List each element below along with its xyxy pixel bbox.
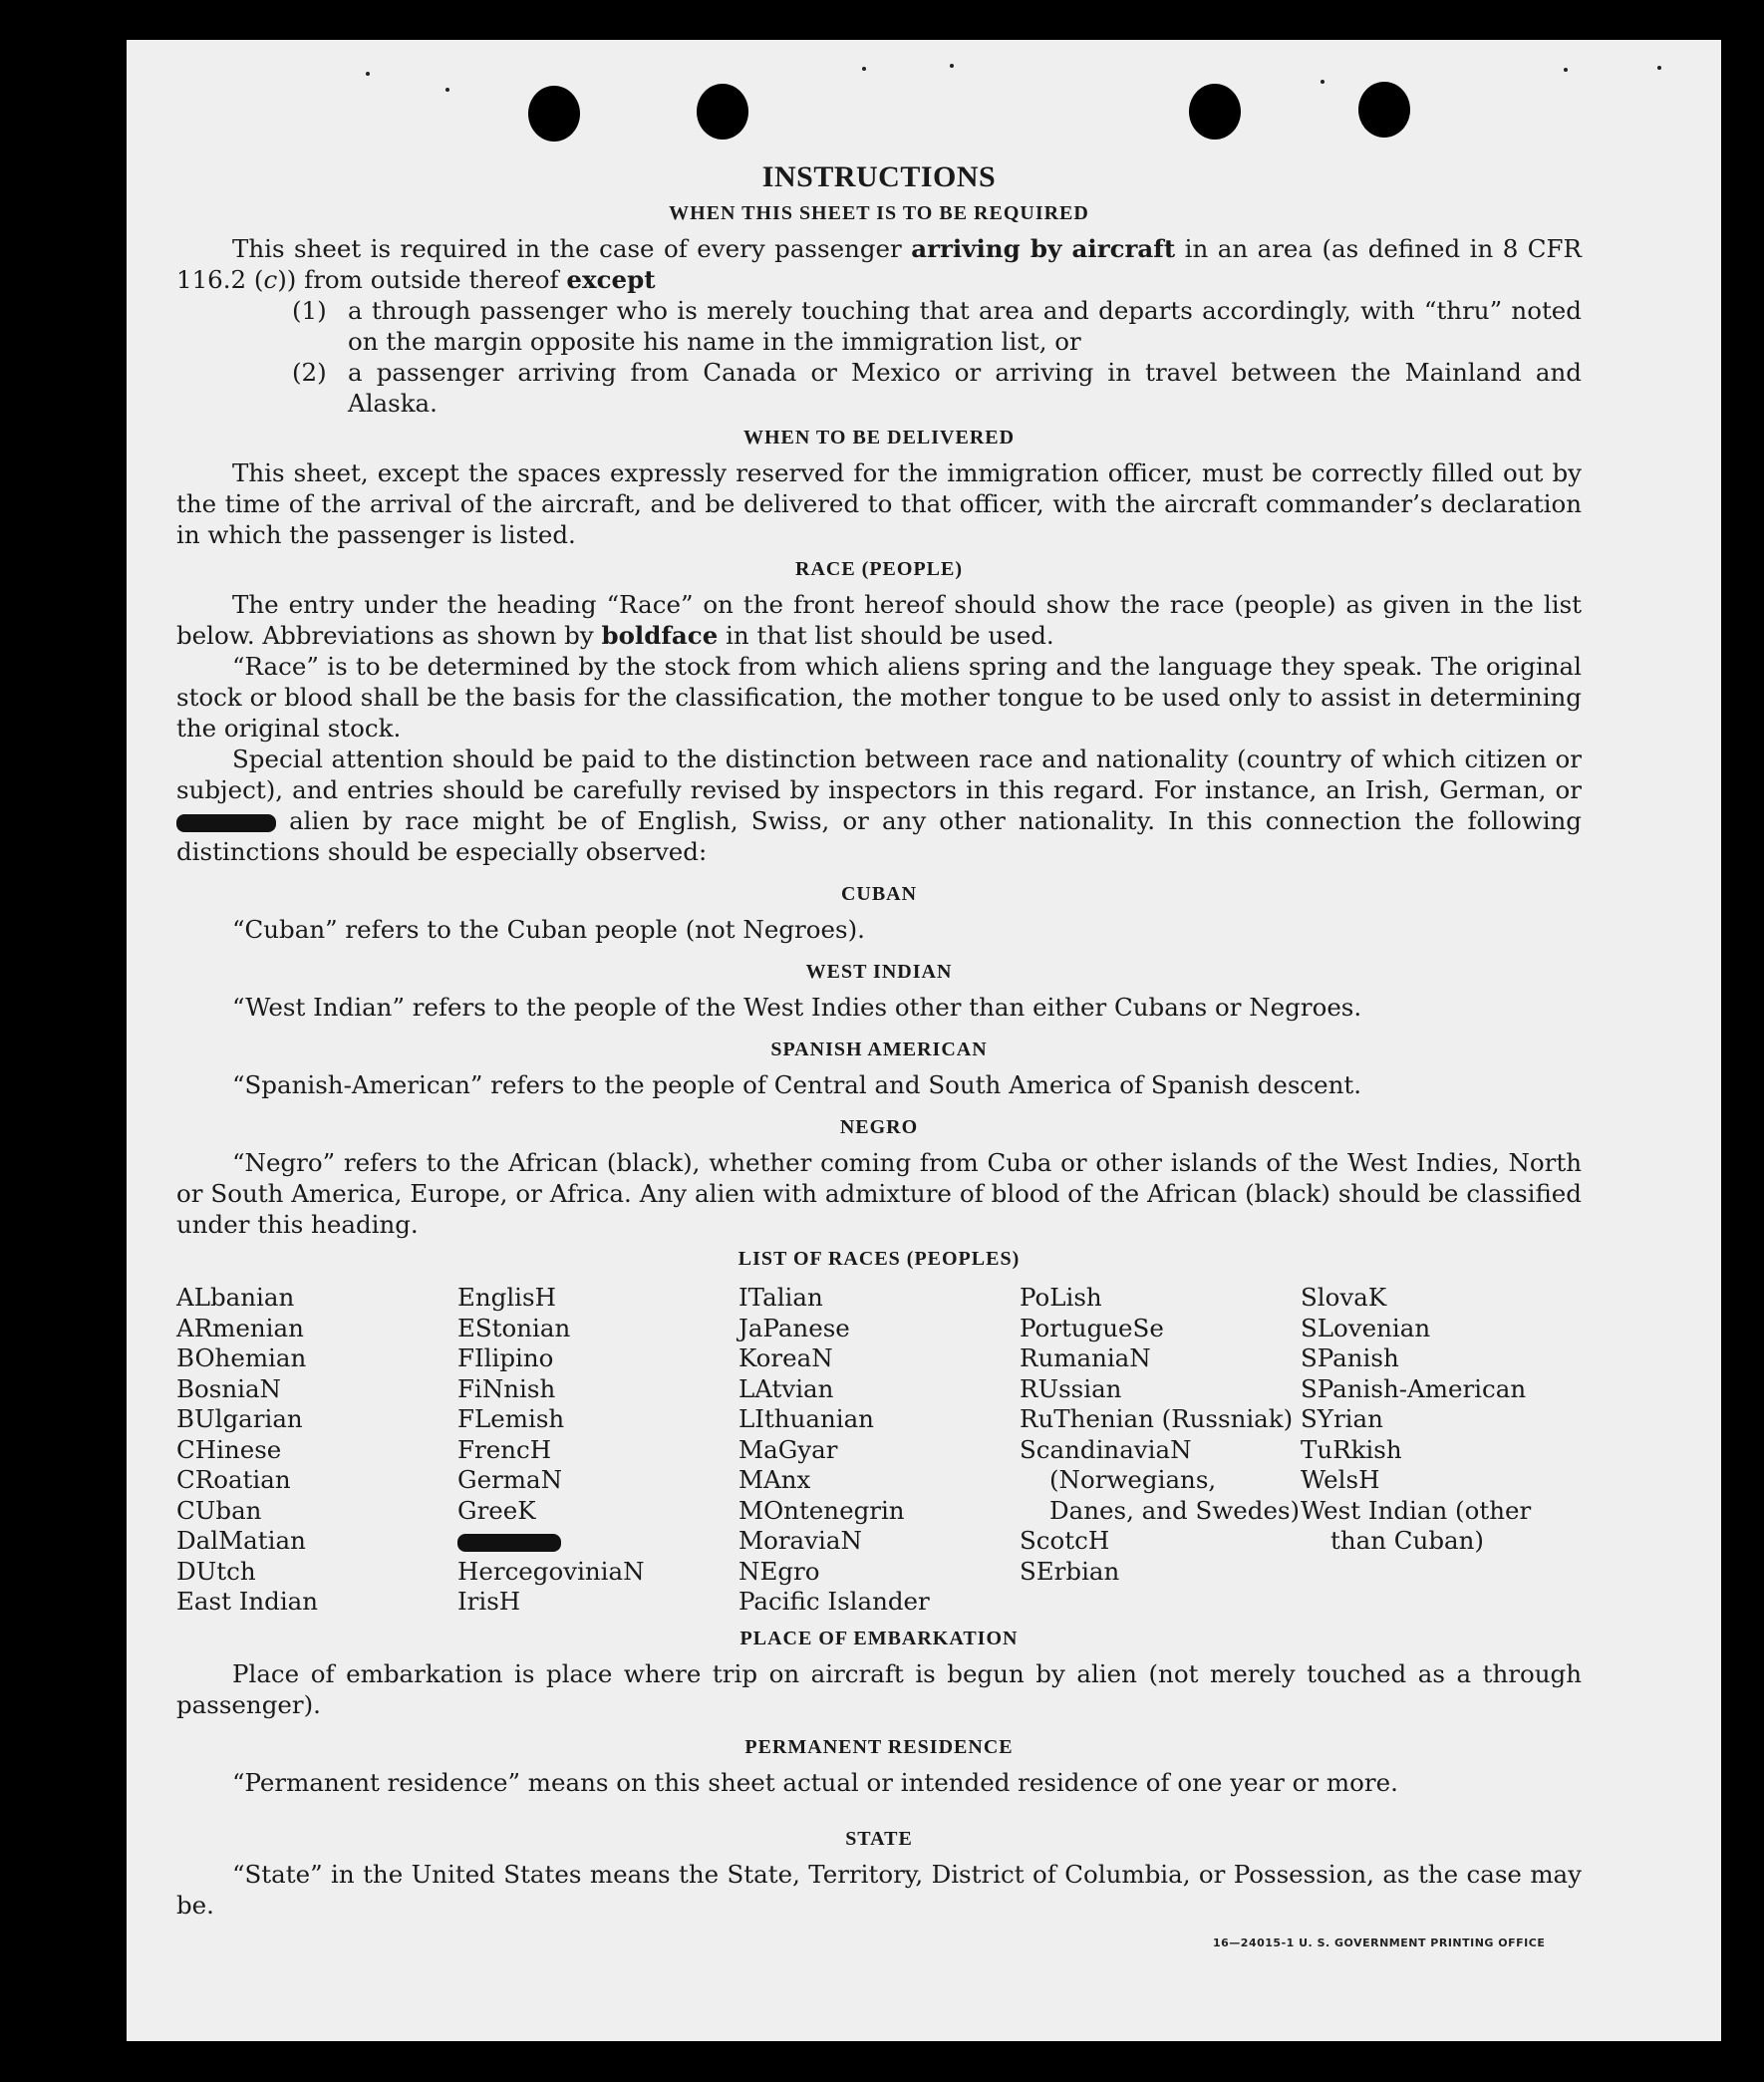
race-entry: East Indian	[176, 1587, 319, 1616]
race-entry: BUlgarian	[176, 1404, 303, 1433]
race-entry: RUssian	[1020, 1373, 1122, 1403]
race-entry: BosniaN	[176, 1373, 281, 1403]
instructions-body	[176, 161, 1582, 1921]
race-entry: IrisH	[457, 1587, 521, 1616]
race-column	[1301, 1283, 1582, 1618]
paragraph: Place of embarkation is place where trip on aircraft is begun by alien (not merely touched as a through passenger).	[176, 1658, 1582, 1719]
race-entry: CHinese	[176, 1434, 282, 1464]
race-entry: SLovenian	[1301, 1313, 1431, 1342]
race-column	[457, 1283, 738, 1618]
race-entry: LIthuanian	[738, 1404, 874, 1433]
race-entry: MOntenegrin	[738, 1495, 905, 1525]
paragraph: “West Indian” refers to the people of the West Indies other than either Cubans or Negroes.	[232, 993, 1362, 1022]
paragraph: “State” in the United States means the State, Territory, District of Columbia, or Possession, as the case may be.	[176, 1859, 1582, 1920]
race-entry: LAtvian	[738, 1373, 834, 1403]
section-heading: RACE (PEOPLE)	[795, 558, 963, 580]
race-entry: PortugueSe	[1020, 1313, 1164, 1342]
race-entry: FLemish	[457, 1404, 565, 1433]
race-entry: SlovaK	[1301, 1283, 1387, 1312]
race-entry: ARmenian	[176, 1313, 304, 1342]
section-heading: LIST OF RACES (PEOPLES)	[737, 1248, 1021, 1270]
punch-hole	[1189, 84, 1241, 140]
race-entry: ITalian	[738, 1283, 823, 1312]
paragraph: “Spanish-American” refers to the people of Central and South America of Spanish descent.	[232, 1070, 1362, 1099]
race-entry: BOhemian	[176, 1343, 307, 1372]
race-entry: RumaniaN	[1020, 1343, 1151, 1372]
race-entry: RuThenian (Russniak)	[1020, 1404, 1294, 1433]
paragraph: “Race” is to be determined by the stock from which aliens spring and the language they speak. The original stock or blood shall be the basis for the classification, the mother tongue to be used only to assist in determining the original stock.	[176, 652, 1582, 743]
section-heading: CUBAN	[840, 883, 918, 905]
race-entry: Pacific Islander	[738, 1587, 930, 1616]
paragraph: The entry under the heading “Race” on the front hereof should show the race (people) as given in the list below. Abbreviations as shown by boldface in that list should be used.	[176, 590, 1582, 650]
paragraph: Special attention should be paid to the distinction between race and nationality (country of which citizen or subject), and entries should be carefully revised by inspectors in this regard. For instance, an Irish, German, or alien by race might be of English, Swiss, or any other nationality. In this connection the following distinctions should be especially observed:	[176, 744, 1582, 866]
race-list	[176, 1283, 1582, 1618]
section-heading: WEST INDIAN	[805, 961, 953, 983]
race-entry: DUtch	[176, 1556, 256, 1586]
race-entry: CUban	[176, 1495, 262, 1525]
race-column	[738, 1283, 1020, 1618]
section-heading: PERMANENT RESIDENCE	[744, 1735, 1014, 1758]
redaction-mark	[176, 814, 276, 832]
race-entry: MaGyar	[738, 1434, 838, 1464]
paragraph: This sheet is required in the case of every passenger arriving by aircraft in an area (as defined in 8 CFR 116.2 (c)) from outside thereof except	[176, 234, 1582, 294]
redaction-mark	[457, 1534, 561, 1552]
race-entry: SPanish	[1301, 1343, 1399, 1372]
race-entry: SErbian	[1020, 1556, 1120, 1586]
race-entry: FrencH	[457, 1434, 552, 1464]
race-entry: FiNnish	[457, 1373, 556, 1403]
race-entry: NEgro	[738, 1556, 820, 1586]
punch-hole	[1358, 82, 1410, 138]
race-entry: FIlipino	[457, 1343, 554, 1372]
race-entry: GermaN	[457, 1465, 563, 1494]
paragraph: This sheet, except the spaces expressly reserved for the immigration officer, must be correctly filled out by the time of the arrival of the aircraft, and be delivered to that officer, with the aircraft commander’s declaration in which the passenger is listed.	[176, 458, 1582, 549]
page-title: INSTRUCTIONS	[761, 160, 997, 193]
paragraph: “Permanent residence” means on this sheet actual or intended residence of one year or more.	[232, 1767, 1398, 1797]
race-entry: HercegoviniaN	[457, 1556, 645, 1586]
printer-imprint: 16—24015-1 U. S. GOVERNMENT PRINTING OFFICE	[1213, 1936, 1546, 1949]
punch-hole	[528, 86, 580, 142]
race-entry: West Indian (other than Cuban)	[1301, 1495, 1532, 1555]
list-item: (2) a passenger arriving from Canada or Mexico or arriving in travel between the Mainland and Alaska.	[292, 358, 1582, 418]
race-entry: JaPanese	[738, 1313, 850, 1342]
race-entry: KoreaN	[738, 1343, 833, 1372]
race-entry: WelsH	[1301, 1465, 1380, 1494]
form-sheet	[127, 40, 1721, 2041]
race-entry: ScandinaviaN (Norwegians, Danes, and Swedes)	[1020, 1434, 1301, 1525]
section-heading: NEGRO	[839, 1116, 919, 1138]
race-entry: CRoatian	[176, 1465, 291, 1494]
section-heading: WHEN TO BE DELIVERED	[742, 427, 1016, 448]
race-entry: SYrian	[1301, 1404, 1383, 1433]
race-entry: ALbanian	[176, 1283, 295, 1312]
race-entry: EnglisH	[457, 1283, 556, 1312]
race-entry: DalMatian	[176, 1526, 306, 1555]
race-entry: GreeK	[457, 1495, 536, 1525]
race-entry: MAnx	[738, 1465, 811, 1494]
paragraph: “Negro” refers to the African (black), whether coming from Cuba or other islands of the West Indies, North or South America, Europe, or Africa. Any alien with admixture of blood of the African (black) should be classified under this heading.	[176, 1148, 1582, 1239]
race-column	[1020, 1283, 1301, 1618]
race-entry: PoLish	[1020, 1283, 1102, 1312]
race-entry: ScotcH	[1020, 1526, 1110, 1555]
section-heading: STATE	[845, 1827, 913, 1850]
list-item: (1) a through passenger who is merely touching that area and departs accordingly, with “thru” noted on the margin opposite his name in the immigration list, or	[292, 296, 1582, 356]
race-entry-redacted	[457, 1526, 738, 1557]
section-heading: SPANISH AMERICAN	[770, 1039, 988, 1060]
race-column	[176, 1283, 457, 1618]
punch-hole	[697, 84, 748, 140]
race-entry: SPanish-American	[1301, 1373, 1527, 1403]
section-heading: WHEN THIS SHEET IS TO BE REQUIRED	[669, 202, 1089, 224]
race-entry: EStonian	[457, 1313, 571, 1342]
race-entry: TuRkish	[1301, 1434, 1402, 1464]
paragraph: “Cuban” refers to the Cuban people (not Negroes).	[232, 915, 865, 944]
race-entry: MoraviaN	[738, 1526, 862, 1555]
section-heading: PLACE OF EMBARKATION	[739, 1627, 1019, 1649]
